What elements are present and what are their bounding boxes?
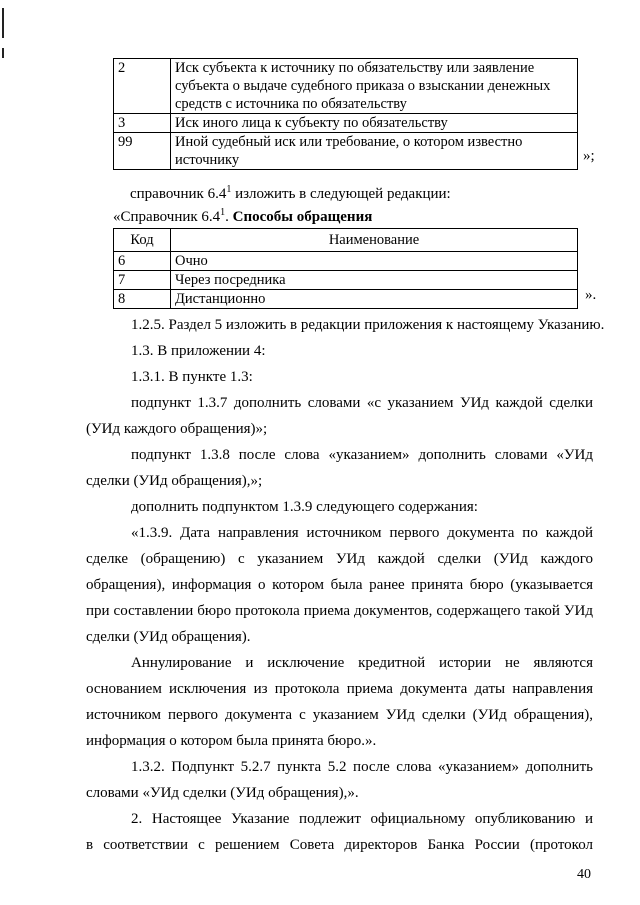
table-header-row bbox=[114, 229, 578, 252]
table-row bbox=[114, 252, 578, 271]
paragraph-line: обращения), информация о котором была ранее принята бюро (указывается bbox=[86, 577, 593, 593]
paragraph-line: «1.3.9. Дата направления источником первого документа по каждой bbox=[131, 525, 593, 541]
table-row bbox=[114, 114, 578, 133]
table-code-cell: 3 bbox=[114, 114, 171, 133]
table-row bbox=[114, 290, 578, 309]
paragraph-line: 2. Настоящее Указание подлежит официальному опубликованию и bbox=[131, 811, 593, 827]
table-name-cell: Очно bbox=[171, 252, 578, 271]
table-name-cell: Дистанционно bbox=[171, 290, 578, 309]
page-number: 40 bbox=[577, 867, 591, 882]
instruction-line: справочник $6.4^1$ изложить в следующей редакции: bbox=[130, 184, 451, 202]
paragraph-line: словами «УИд сделки (УИд обращения),». bbox=[86, 785, 359, 801]
paragraph: дополнить подпунктом 1.3.9 следующего содержания: bbox=[131, 499, 478, 515]
table-row bbox=[114, 59, 578, 114]
scan-edge-mark bbox=[2, 48, 4, 58]
table-name-cell: Иск субъекта к источнику по обязательству или заявление субъекта о выдаче судебного приказа о взыскании денежных средств с источника по обязательству bbox=[171, 59, 578, 114]
paragraph: 1.3. В приложении 4: bbox=[131, 343, 266, 359]
table-code-cell: 99 bbox=[114, 133, 171, 170]
reference-heading: «Справочник $6.4^1$. Способы обращения bbox=[113, 207, 373, 225]
column-header-code: Код bbox=[114, 229, 171, 252]
table-code-cell: 2 bbox=[114, 59, 171, 114]
paragraph-line: 1.3.2. Подпункт 5.2.7 пункта 5.2 после слова «указанием» дополнить bbox=[131, 759, 593, 775]
scan-edge-mark bbox=[2, 8, 4, 38]
table-row bbox=[114, 271, 578, 290]
table-name-cell: Иск иного лица к субъекту по обязательству bbox=[171, 114, 578, 133]
paragraph: 1.2.5. Раздел 5 изложить в редакции приложения к настоящему Указанию. bbox=[131, 317, 605, 333]
paragraph-line: сделке (обращению) с указанием УИд каждой сделки (УИд каждого bbox=[86, 551, 593, 567]
paragraph-line: сделки (УИд обращения). bbox=[86, 629, 251, 645]
paragraph-line: (УИд каждого обращения)»; bbox=[86, 421, 268, 437]
table-closing-mark: »; bbox=[583, 148, 595, 164]
table-closing-mark: ». bbox=[585, 287, 597, 303]
methods-table bbox=[113, 228, 578, 309]
paragraph-line: подпункт 1.3.7 дополнить словами «с указанием УИд каждой сделки bbox=[131, 395, 593, 411]
paragraph-line: основанием исключения из протокола приема документа даты направления bbox=[86, 681, 593, 697]
paragraph-line: источником первого документа с указанием УИд сделки (УИд обращения), bbox=[86, 707, 593, 723]
paragraph-line: сделки (УИд обращения),»; bbox=[86, 473, 263, 489]
sources-table bbox=[113, 58, 578, 170]
paragraph-line: Аннулирование и исключение кредитной истории не являются bbox=[131, 655, 593, 671]
table-name-cell: Иной судебный иск или требование, о котором известно источнику bbox=[171, 133, 578, 170]
table-code-cell: 7 bbox=[114, 271, 171, 290]
paragraph-line: при составлении бюро протокола приема документов, содержащего такой УИд bbox=[86, 603, 593, 619]
table-row bbox=[114, 133, 578, 170]
paragraph-line: подпункт 1.3.8 после слова «указанием» дополнить словами «УИд bbox=[131, 447, 593, 463]
table-code-cell: 6 bbox=[114, 252, 171, 271]
table-name-cell: Через посредника bbox=[171, 271, 578, 290]
paragraph-line: в соответствии с решением Совета директоров Банка России (протокол bbox=[86, 837, 593, 853]
paragraph-line: информация о котором была принята бюро.». bbox=[86, 733, 377, 749]
table-code-cell: 8 bbox=[114, 290, 171, 309]
paragraph: 1.3.1. В пункте 1.3: bbox=[131, 369, 253, 385]
column-header-name: Наименование bbox=[171, 229, 578, 252]
